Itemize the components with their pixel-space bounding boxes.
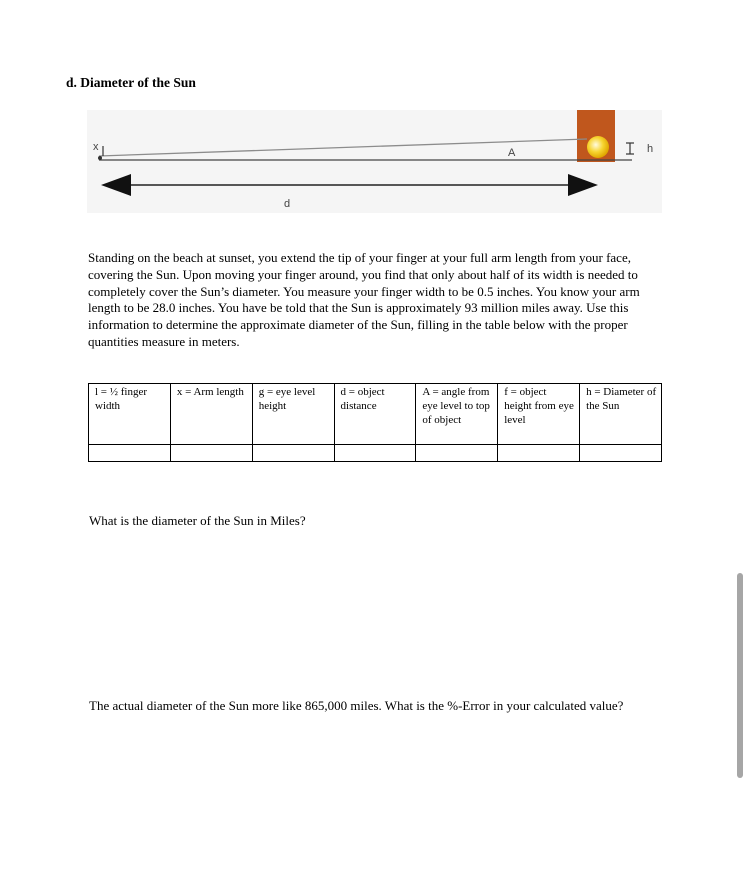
table-header-cell: h = Diameter of the Sun — [580, 384, 662, 445]
table-header-row — [89, 384, 662, 445]
label-angle-A: A — [508, 147, 516, 159]
question-percent-error: The actual diameter of the Sun more like 865,000 miles. What is the %-Error in your calculated value? — [89, 698, 624, 713]
measurement-table — [88, 383, 662, 462]
sun-icon — [587, 136, 609, 158]
answer-cell-x[interactable] — [170, 445, 252, 462]
distance-arrow-left-head — [101, 174, 131, 196]
section-heading: d. Diameter of the Sun — [66, 75, 196, 90]
label-d: d — [284, 198, 291, 210]
table-header-cell: x = Arm length — [170, 384, 252, 445]
table-header-cell: A = angle from eye level to top of object — [416, 384, 498, 445]
problem-text: Standing on the beach at sunset, you extend the tip of your finger at your full arm length from your face, covering the Sun. Upon moving your finger around, you find that only about half of its width is needed to completely cover the Sun’s diameter. You measure your finger width to be 0.5 inches. You know your arm length to be 28.0 inches. You have be told that the Sun is approximately 93 million miles away. Use this information to determine the approximate diameter of the Sun, filling in the table below with the proper quantities measure in meters. — [88, 250, 640, 349]
table-header-cell: l = ½ finger width — [89, 384, 171, 445]
answer-cell-A[interactable] — [416, 445, 498, 462]
table-header-cell: f = object height from eye level — [498, 384, 580, 445]
label-x: x — [93, 141, 99, 153]
answer-cell-f[interactable] — [498, 445, 580, 462]
vertical-scrollbar[interactable] — [737, 573, 743, 778]
table-header-cell: g = eye level height — [252, 384, 334, 445]
answer-cell-l[interactable] — [89, 445, 171, 462]
label-h: h — [647, 143, 654, 155]
eye-point — [98, 156, 102, 160]
distance-arrow-right-head — [568, 174, 598, 196]
question-diameter-miles: What is the diameter of the Sun in Miles? — [89, 513, 306, 528]
table-answer-row — [89, 445, 662, 462]
sun-diagram-svg — [87, 110, 662, 213]
answer-cell-d[interactable] — [334, 445, 416, 462]
table-header-cell: d = object distance — [334, 384, 416, 445]
sun-diagram — [87, 110, 662, 213]
answer-cell-h[interactable] — [580, 445, 662, 462]
answer-cell-g[interactable] — [252, 445, 334, 462]
